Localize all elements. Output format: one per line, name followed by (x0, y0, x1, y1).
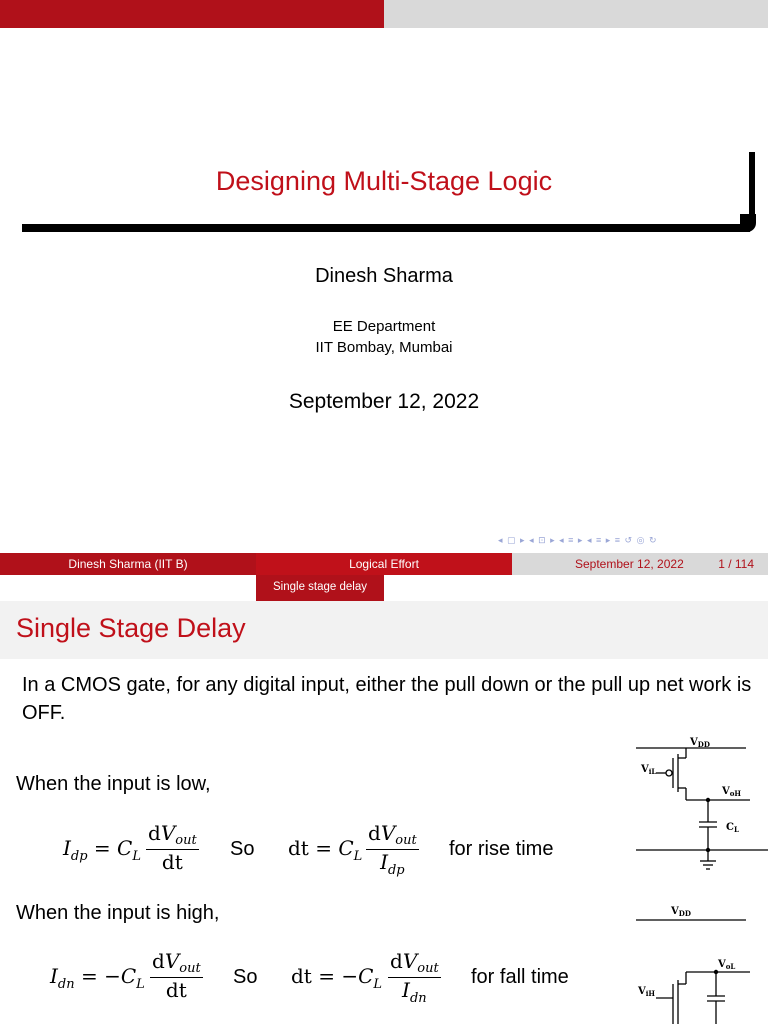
nav-prev-slide-icon[interactable]: ◂ ▢ ▸ (498, 535, 526, 545)
pull-down-circuit-diagram (628, 898, 768, 1024)
nav-prev-subsection-icon[interactable]: ◂ ≡ ▸ (559, 535, 584, 545)
title-frame-rule (22, 224, 750, 232)
nav-prev-frame-icon[interactable]: ◂ ⊡ ▸ (529, 535, 556, 545)
nav-search-icon[interactable]: ↺ ◎ ↻ (624, 535, 658, 545)
progress-bar-filled (0, 0, 384, 28)
rise-label: for rise time (449, 838, 554, 860)
pull-up-circuit-diagram (628, 730, 768, 878)
eq-fraction-dvout-idn: $dV_{out}$ $I_{dn}$ (390, 949, 439, 1006)
frame-title: Single Stage Delay (16, 613, 246, 643)
nav-prev-section-icon[interactable]: ◂ ≡ ▸ (586, 535, 612, 545)
author-name: Dinesh Sharma (315, 265, 453, 287)
eq-fraction-dvout-dt: $dV_{out}$ dt (148, 821, 197, 874)
presentation-title: Designing Multi-Stage Logic (215, 166, 553, 196)
vih-label: $V_{iH}$ (638, 986, 656, 998)
department: EE Department (332, 318, 436, 335)
institute-name: IIT Bombay, Mumbai (315, 339, 453, 356)
footer-right (512, 553, 768, 575)
footer-date: September 12, 2022 (575, 557, 684, 571)
vil-label: $V_{iL}$ (641, 764, 657, 776)
intro-paragraph: In a CMOS gate, for any digital input, either the pull down or the pull up net work is OFF. (22, 674, 752, 724)
eq-fraction-dvout-dt-fall: $dV_{out}$ dt (152, 949, 201, 1002)
voh-label: $V_{oH}$ (722, 786, 742, 798)
eq-fraction-dvout-idp: $dV_{out}$ $I_{dp}$ (368, 821, 417, 878)
institute-block (0, 316, 768, 358)
eq-lhs-idp: $I_{dp} = C_L$ (63, 836, 141, 864)
footer-page-number: 1 / 114 (718, 557, 754, 571)
footer-short-title: Logical Effort (256, 553, 512, 575)
footer-author: Dinesh Sharma (IIT B) (0, 553, 256, 575)
eq-so-fall: So (233, 966, 258, 988)
vol-label: $V_{oL}$ (718, 959, 736, 971)
vdd-label-2: $V_{DD}$ (671, 906, 691, 918)
vdd-label: $V_{DD}$ (690, 737, 710, 749)
navigation-bar[interactable] (498, 535, 768, 551)
eq-dt-fall: dt = $-C_L$ (291, 964, 383, 992)
progress-bar-empty (384, 0, 768, 28)
section-indicator: Single stage delay (256, 575, 384, 601)
cl-label: $C_L$ (726, 822, 739, 834)
pmos-bubble (666, 770, 672, 776)
fall-label: for fall time (471, 966, 569, 988)
eq-so: So (230, 838, 255, 860)
when-high-text: When the input is high, (16, 902, 220, 924)
when-low-text: When the input is low, (16, 773, 211, 795)
eq-lhs-idn: $I_{dn} = -C_L$ (50, 964, 145, 992)
eq-dt-rise: dt = $C_L$ (288, 836, 363, 864)
presentation-date: September 12, 2022 (288, 390, 480, 413)
nav-align-icon[interactable]: ≡ (614, 535, 625, 545)
